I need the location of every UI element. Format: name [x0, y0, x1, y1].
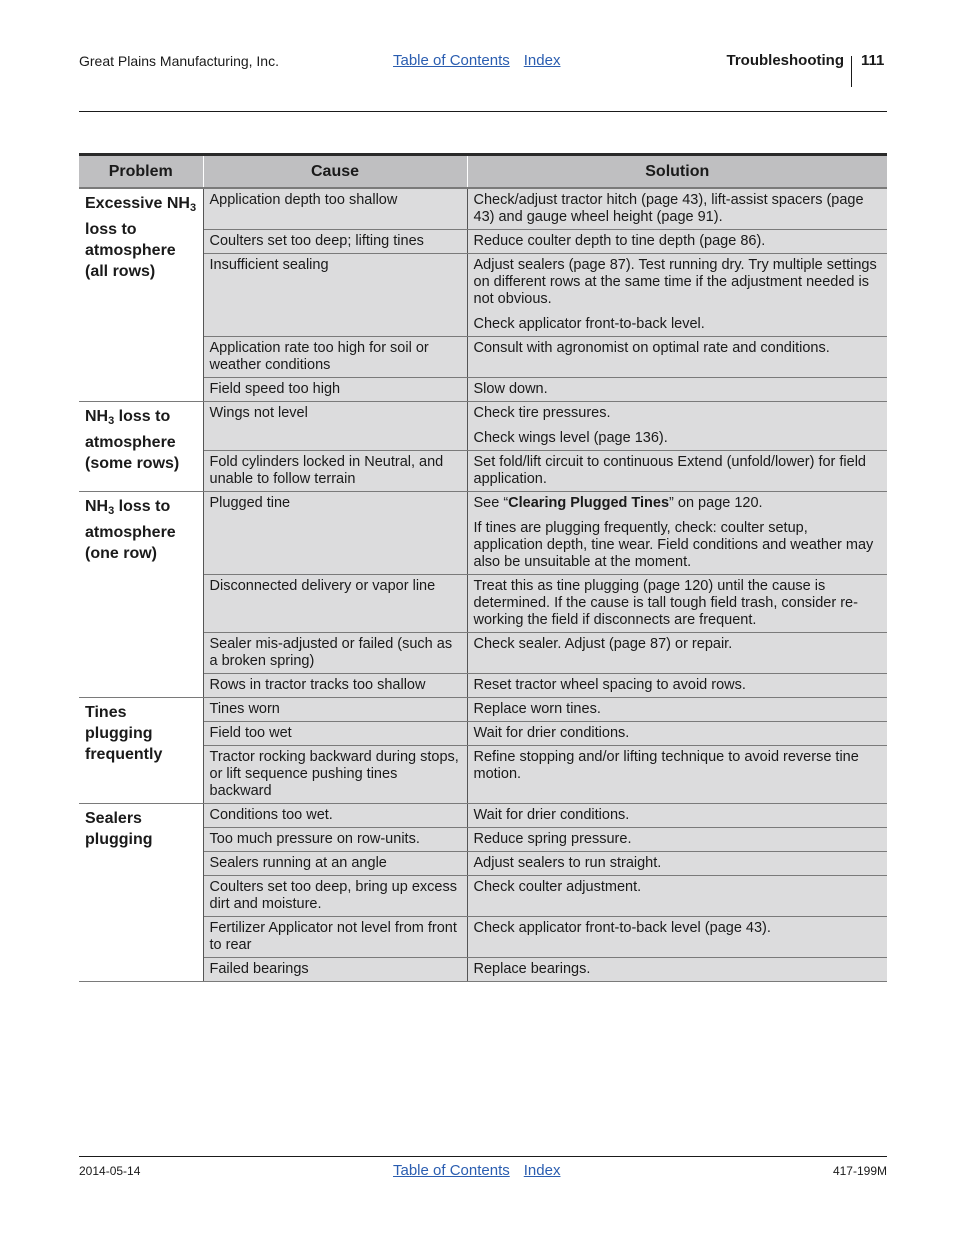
- problem-text: NH: [85, 408, 109, 425]
- cause-cell: Conditions too wet.: [203, 804, 467, 828]
- problem-text: Tines plugging frequently: [85, 704, 163, 763]
- problem-cell: [79, 698, 203, 804]
- solution-cell: [467, 804, 887, 828]
- solution-cell: [467, 188, 887, 230]
- problem-column-header: Problem: [79, 155, 203, 189]
- cause-column-header: Cause: [203, 155, 467, 189]
- solution-cell: [467, 492, 887, 575]
- solution-text: Adjust sealers to run straight.: [473, 855, 662, 871]
- solution-cell: [467, 722, 887, 746]
- page-number: 111: [861, 52, 885, 69]
- footer-nav: [393, 1162, 574, 1179]
- cause-cell: Coulters set too deep, bring up excess dirt and moisture.: [203, 876, 467, 917]
- problem-text-rest: loss to atmosphere (all rows): [85, 221, 176, 280]
- cause-cell: Fertilizer Applicator not level from front to rear: [203, 917, 467, 958]
- solution-text: Check tire pressures.: [473, 405, 611, 421]
- solution-text: Replace bearings.: [473, 961, 591, 977]
- solution-text: Treat this as tine plugging (page 120) until the cause is determined. If the cause is tall tough field trash, consider re-working the field if disconnects are frequent.: [473, 578, 858, 628]
- problem-subscript: 3: [108, 415, 115, 427]
- doc-number: 417-199M: [832, 1164, 887, 1178]
- header-nav: [393, 52, 574, 69]
- solution-text: Check coulter adjustment.: [473, 879, 642, 895]
- solution-cell: [467, 876, 887, 917]
- solution-text-pre: See “: [473, 495, 509, 511]
- solution-text: Reduce coulter depth to tine depth (page 86).: [473, 233, 766, 249]
- problem-cell: [79, 188, 203, 402]
- cause-cell: Tractor rocking backward during stops, or lift sequence pushing tines backward: [203, 746, 467, 804]
- cause-cell: Too much pressure on row-units.: [203, 828, 467, 852]
- troubleshooting-table: [79, 153, 887, 982]
- solution-cell: [467, 852, 887, 876]
- section-reference: Clearing Plugged Tines: [508, 495, 670, 511]
- cause-cell: Tines worn: [203, 698, 467, 722]
- table-row: [79, 804, 887, 828]
- solution-cell: [467, 230, 887, 254]
- cause-cell: Wings not level: [203, 402, 467, 451]
- problem-text-rest: loss to atmosphere (one row): [85, 498, 176, 562]
- index-link[interactable]: Index: [523, 52, 561, 69]
- problem-cell: [79, 804, 203, 982]
- table-body: [79, 188, 887, 982]
- cause-cell: Field too wet: [203, 722, 467, 746]
- solution-text: If tines are plugging frequently, check: coulter setup, application depth, tine wear. Field conditions and weather may also be unsuitable at the moment.: [473, 520, 874, 570]
- problem-subscript: 3: [189, 202, 197, 214]
- table-row: [79, 492, 887, 575]
- solution-cell: [467, 746, 887, 804]
- solution-cell: [467, 451, 887, 492]
- footer-rule: [79, 1156, 887, 1157]
- problem-cell: [79, 492, 203, 698]
- problem-cell: [79, 402, 203, 492]
- solution-text: Reset tractor wheel spacing to avoid rows.: [473, 677, 746, 693]
- solution-text: Check/adjust tractor hitch (page 43), lift-assist spacers (page 43) and gauge wheel height (page 91).: [473, 192, 864, 225]
- solution-cell: [467, 917, 887, 958]
- table-header-row: [79, 155, 887, 189]
- solution-cell: [467, 402, 887, 451]
- solution-cell: [467, 633, 887, 674]
- solution-text: Replace worn tines.: [473, 701, 601, 717]
- solution-text: Set fold/lift circuit to continuous Extend (unfold/lower) for field application.: [473, 454, 866, 487]
- solution-cell: [467, 828, 887, 852]
- solution-cell: [467, 698, 887, 722]
- solution-text: Wait for drier conditions.: [473, 807, 630, 823]
- solution-text: Check applicator front-to-back level (page 43).: [473, 920, 771, 936]
- solution-cell: [467, 378, 887, 402]
- cause-cell: Sealers running at an angle: [203, 852, 467, 876]
- table-row: [79, 402, 887, 451]
- cause-cell: Rows in tractor tracks too shallow: [203, 674, 467, 698]
- solution-cell: [467, 958, 887, 982]
- cause-cell: Sealer mis-adjusted or failed (such as a broken spring): [203, 633, 467, 674]
- footer-date: 2014-05-14: [79, 1164, 141, 1178]
- problem-subscript: 3: [108, 505, 115, 517]
- footer-toc-link[interactable]: Table of Contents: [393, 1162, 510, 1179]
- solution-text: Check wings level (page 136).: [473, 430, 668, 446]
- cause-cell: Application rate too high for soil or weather conditions: [203, 337, 467, 378]
- solution-text: Check sealer. Adjust (page 87) or repair.: [473, 636, 733, 652]
- solution-text: Slow down.: [473, 381, 548, 397]
- table-row: [79, 188, 887, 230]
- cause-cell: Insufficient sealing: [203, 254, 467, 337]
- cause-cell: Application depth too shallow: [203, 188, 467, 230]
- cause-cell: Coulters set too deep; lifting tines: [203, 230, 467, 254]
- problem-text: Sealers plugging: [85, 810, 153, 848]
- solution-text: [474, 495, 882, 512]
- header-divider: [851, 56, 852, 87]
- problem-text-rest: loss to atmosphere (some rows): [85, 408, 180, 472]
- header-rule: [79, 111, 887, 112]
- solution-column-header: Solution: [467, 155, 887, 189]
- cause-cell: Failed bearings: [203, 958, 467, 982]
- cause-cell: Disconnected delivery or vapor line: [203, 575, 467, 633]
- cause-cell: Field speed too high: [203, 378, 467, 402]
- solution-cell: [467, 674, 887, 698]
- cause-cell: Plugged tine: [203, 492, 467, 575]
- solution-text: Refine stopping and/or lifting technique to avoid reverse tine motion.: [473, 749, 859, 782]
- company-name: Great Plains Manufacturing, Inc.: [79, 53, 279, 69]
- solution-text: Adjust sealers (page 87). Test running dry. Try multiple settings on different rows at the same time if the adjustment needed is not obvious.: [473, 257, 877, 307]
- solution-text: Reduce spring pressure.: [473, 831, 632, 847]
- section-title: Troubleshooting: [726, 52, 844, 69]
- solution-cell: [467, 575, 887, 633]
- table-row: [79, 698, 887, 722]
- solution-text-post: ” on page 120.: [669, 495, 763, 511]
- solution-text: Consult with agronomist on optimal rate and conditions.: [473, 340, 830, 356]
- solution-cell: [467, 254, 887, 337]
- problem-text: Excessive NH: [85, 195, 190, 212]
- toc-link[interactable]: Table of Contents: [393, 52, 510, 69]
- footer-index-link[interactable]: Index: [523, 1162, 561, 1179]
- solution-text: Check applicator front-to-back level.: [473, 316, 705, 332]
- cause-cell: Fold cylinders locked in Neutral, and unable to follow terrain: [203, 451, 467, 492]
- solution-cell: [467, 337, 887, 378]
- solution-text: Wait for drier conditions.: [473, 725, 630, 741]
- problem-text: NH: [85, 498, 109, 515]
